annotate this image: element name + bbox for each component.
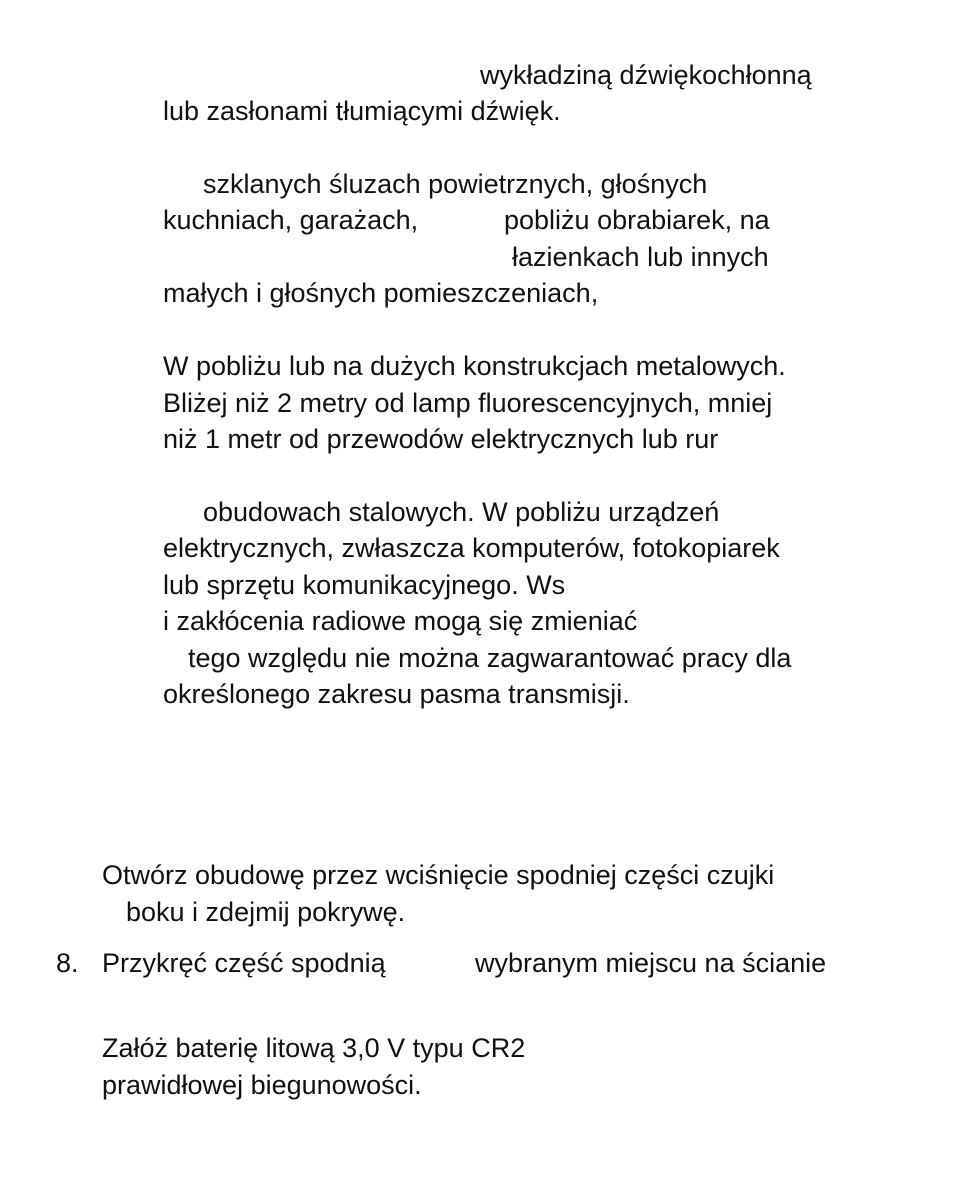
text-line: tego względu nie można zagwarantować pracy dla (188, 643, 792, 673)
text-line: lub zasłonami tłumiącymi dźwięk. (163, 96, 561, 126)
text-line: elektrycznych, zwłaszcza komputerów, fotokopiarek (163, 533, 780, 563)
step-text: Otwórz obudowę przez wciśnięcie spodniej części czujki (102, 860, 775, 890)
step-text: prawidłowej biegunowości. (102, 1070, 422, 1100)
text-line: określonego zakresu pasma transmisji. (163, 679, 630, 709)
text-line: obudowach stalowych. W pobliżu urządzeń (203, 497, 720, 527)
step-text: Przykręć część spodnią (102, 948, 386, 978)
text-line: Bliżej niż 2 metry od lamp fluorescencyjnych, mniej (163, 388, 773, 418)
text-line: lub sprzętu komunikacyjnego. Ws (163, 570, 566, 600)
text-line: i zakłócenia radiowe mogą się zmieniać (163, 606, 638, 636)
text-line: niż 1 metr od przewodów elektrycznych lub rur (163, 424, 719, 454)
text-line: W pobliżu lub na dużych konstrukcjach metalowych. (163, 351, 786, 381)
text-line: pobliżu obrabiarek, na (504, 205, 770, 235)
step-text: wybranym miejscu na ścianie (475, 948, 827, 978)
step-text: boku i zdejmij pokrywę. (126, 897, 406, 927)
text-line: kuchniach, garażach, (163, 205, 419, 235)
text-line: wykładziną dźwiękochłonną (480, 60, 812, 90)
text-line: szklanych śluzach powietrznych, głośnych (203, 169, 708, 199)
step-number: 8. (56, 948, 79, 978)
text-line: małych i głośnych pomieszczeniach, (163, 278, 599, 308)
step-text: Załóż baterię litową 3,0 V typu CR2 (102, 1033, 526, 1063)
text-line: łazienkach lub innych (512, 242, 769, 272)
